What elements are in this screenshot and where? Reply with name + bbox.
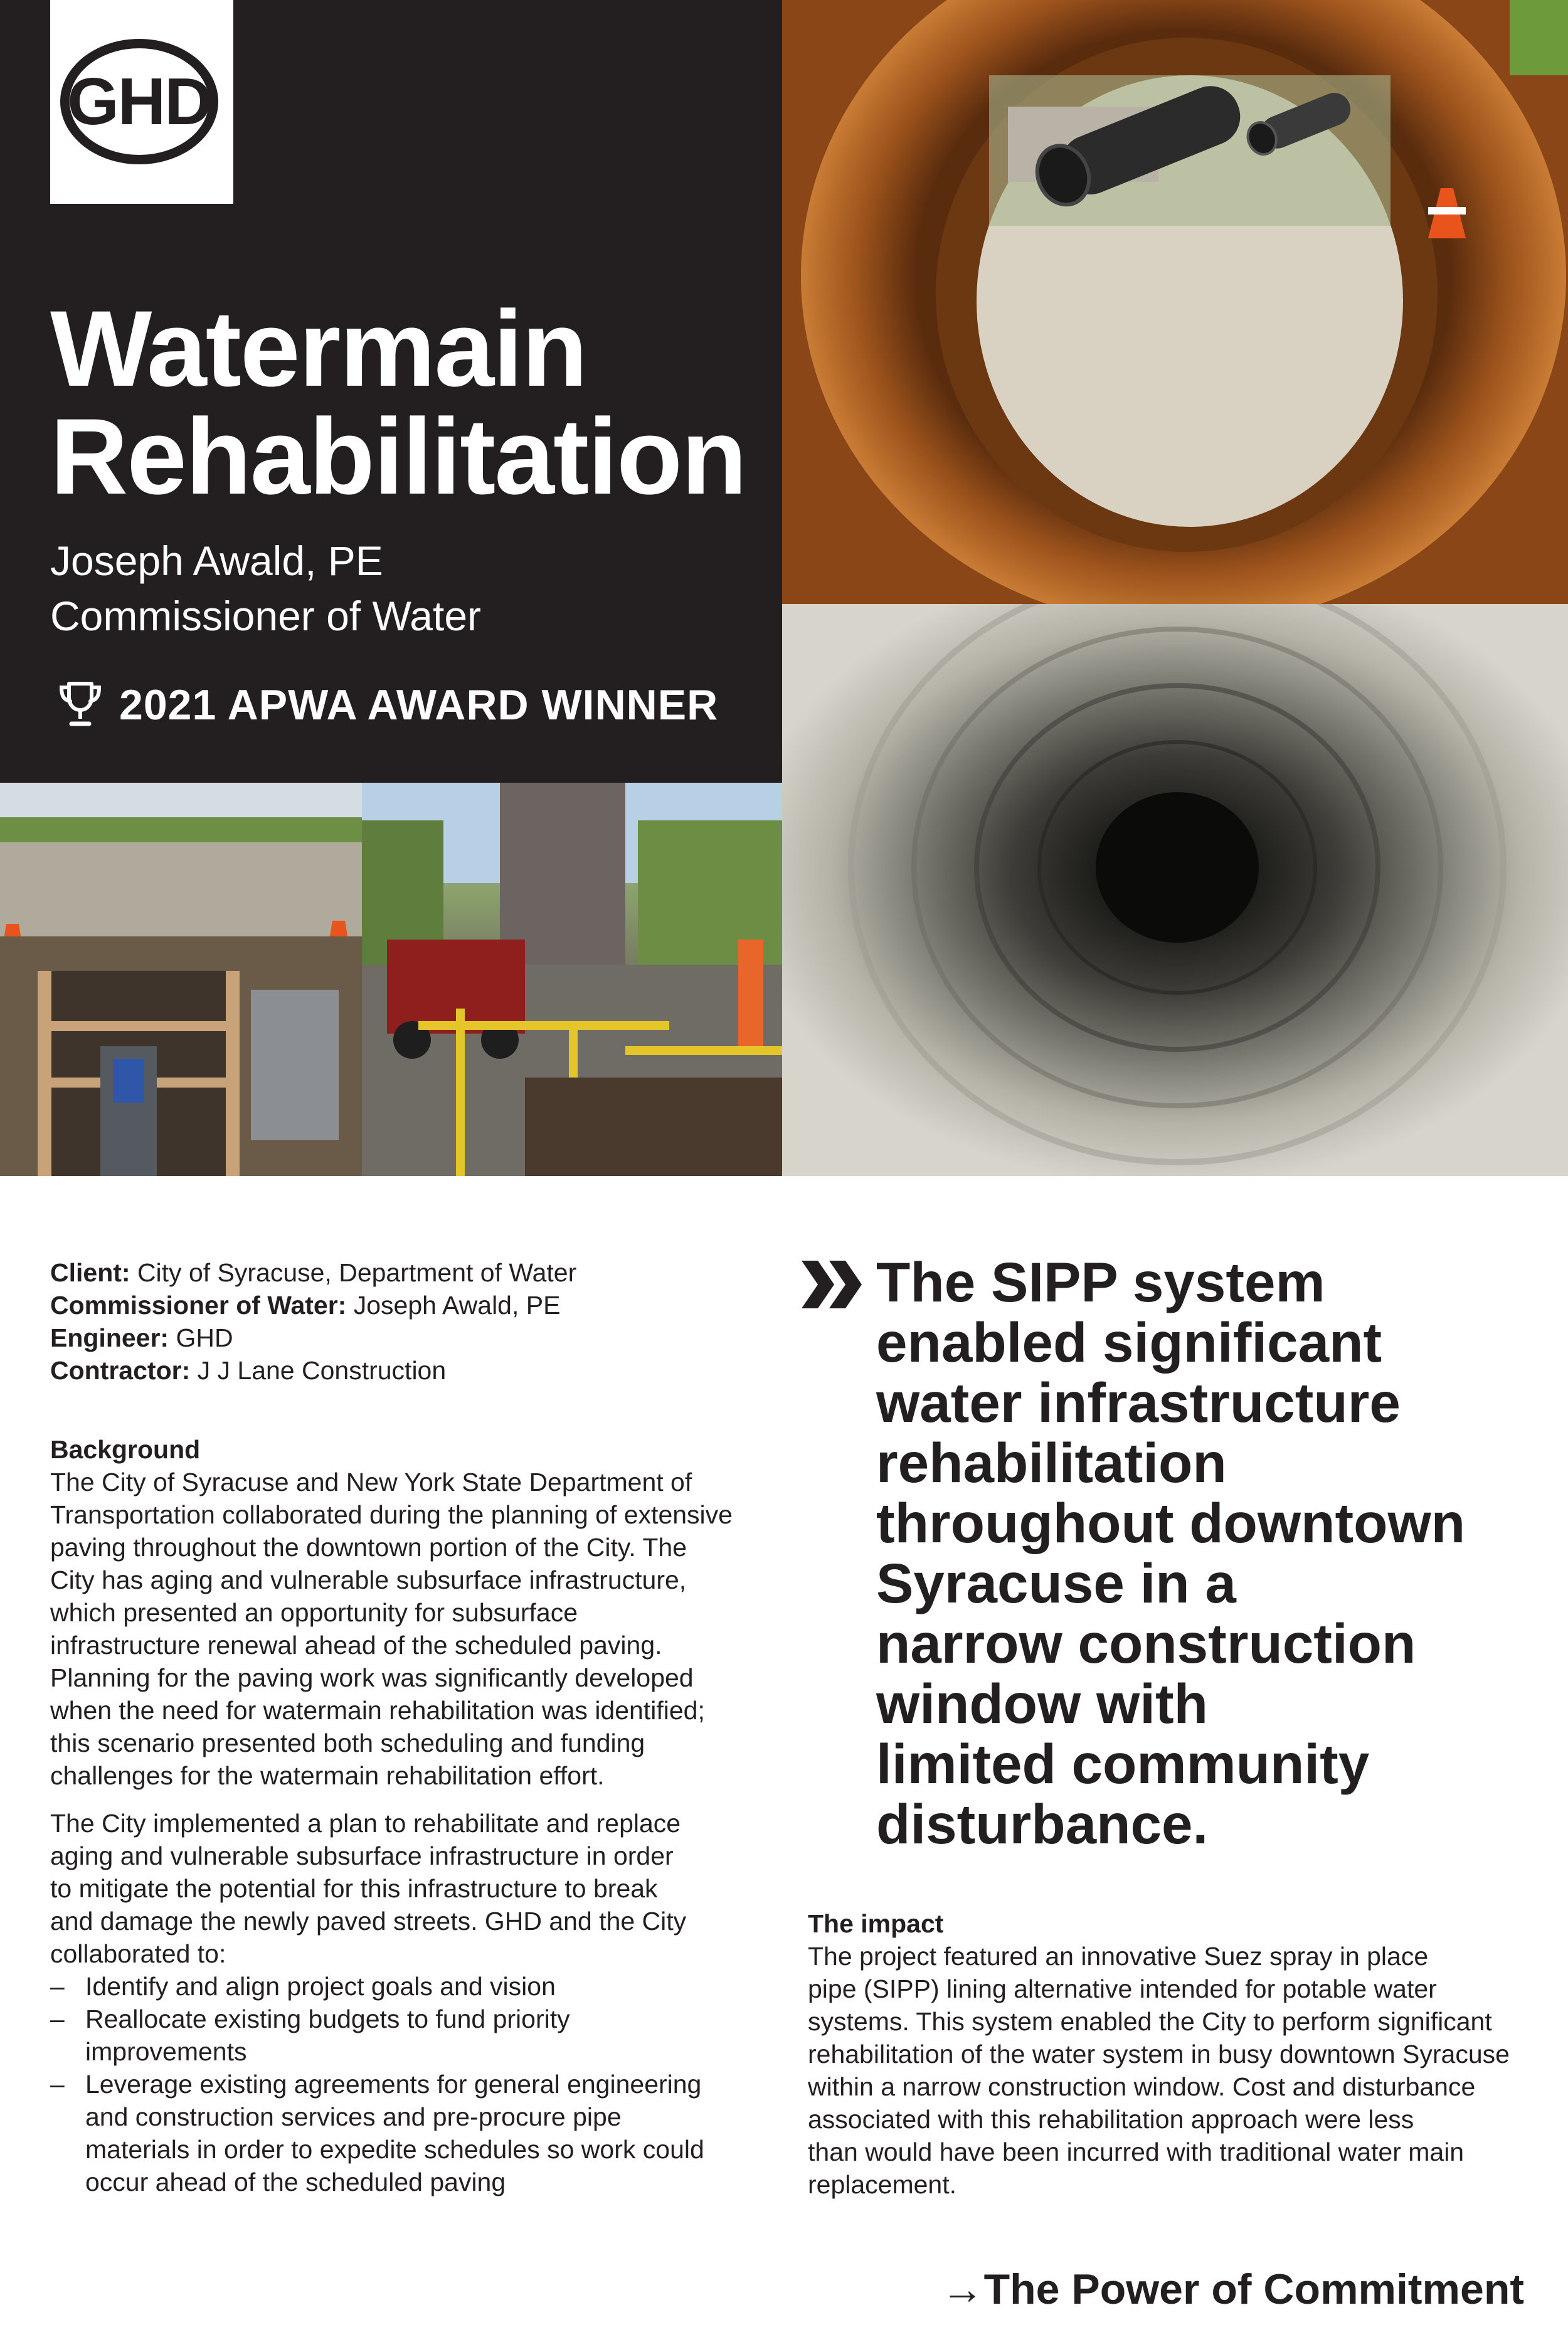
tagline-text: The Power of Commitment xyxy=(983,2265,1524,2313)
commissioner-label: Commissioner of Water: xyxy=(50,1291,347,1320)
hero-panel xyxy=(0,0,782,783)
text-line: to mitigate the potential for this infrastructure to break xyxy=(50,1874,658,1903)
page-title xyxy=(50,289,771,517)
text-line: associated with this rehabilitation approach were less xyxy=(808,2105,1414,2134)
quote-line: throughout downtown xyxy=(876,1491,1466,1554)
footer-tagline xyxy=(922,2264,1524,2314)
list-item xyxy=(50,2068,759,2198)
logo-box xyxy=(50,0,233,204)
engineer-label: Engineer: xyxy=(50,1323,169,1352)
quote-line: narrow construction xyxy=(876,1612,1416,1675)
client-label: Client: xyxy=(50,1258,130,1287)
lined-pipe-photo xyxy=(782,604,1568,1176)
impact-section xyxy=(808,1907,1542,2201)
text-line: paving throughout the downtown portion of the City. The xyxy=(50,1533,687,1562)
background-heading: Background xyxy=(50,1435,201,1464)
text-line: The project featured an innovative Suez spray in place xyxy=(808,1942,1429,1971)
quote-line: window with xyxy=(876,1672,1208,1735)
client-value: City of Syracuse, Department of Water xyxy=(130,1258,577,1287)
quote-line: water infrastructure xyxy=(876,1371,1401,1434)
text-line: pipe (SIPP) lining alternative intended for potable water xyxy=(808,1974,1437,2003)
text-line: than would have been incurred with traditional water main xyxy=(808,2137,1465,2166)
text-line: City has aging and vulnerable subsurface infrastructure, xyxy=(50,1565,687,1594)
rusty-pipe-photo xyxy=(782,0,1568,604)
engineer-line xyxy=(50,1322,740,1354)
text-line: Identify and align project goals and vision xyxy=(85,1972,556,2001)
text-line: occur ahead of the scheduled paving xyxy=(85,2168,506,2196)
text-line: replacement. xyxy=(808,2170,957,2199)
trench-photo xyxy=(0,783,362,1176)
text-line: which presented an opportunity for subsurface xyxy=(50,1598,578,1627)
trophy-icon xyxy=(54,679,107,731)
quote-line: disturbance. xyxy=(876,1793,1209,1855)
text-line: and damage the newly paved streets. GHD and the City xyxy=(50,1907,687,1936)
quote-line: limited community xyxy=(876,1732,1370,1795)
construction-crew-photo xyxy=(362,783,782,1176)
commissioner-value: Joseph Awald, PE xyxy=(346,1291,561,1320)
text-line: Transportation collaborated during the planning of extensive xyxy=(50,1500,733,1529)
client-line xyxy=(50,1256,740,1289)
text-line: aging and vulnerable subsurface infrastructure in order xyxy=(50,1841,674,1870)
background-paragraph-2 xyxy=(50,1807,759,1970)
contractor-line xyxy=(50,1354,740,1387)
list-item xyxy=(50,2003,759,2068)
text-line: challenges for the watermain rehabilitation effort. xyxy=(50,1761,605,1790)
text-line: The City implemented a plan to rehabilitate and replace xyxy=(50,1809,681,1838)
pull-quote xyxy=(876,1252,1541,1854)
impact-paragraph xyxy=(808,1940,1542,2201)
title-line-1: Watermain xyxy=(50,289,586,409)
text-line: systems. This system enabled the City to perform significant xyxy=(808,2007,1492,2036)
author-name: Joseph Awald, PE xyxy=(50,538,383,584)
text-line: materials in order to expedite schedules so work could xyxy=(85,2135,704,2164)
background-paragraph-1 xyxy=(50,1466,759,1792)
impact-heading: The impact xyxy=(808,1909,944,1938)
contractor-label: Contractor: xyxy=(50,1356,191,1385)
text-line: Leverage existing agreements for general engineering xyxy=(85,2070,702,2099)
text-line: and construction services and pre-procure pipe xyxy=(85,2102,622,2131)
ghd-logo xyxy=(60,39,218,164)
author-role: Commissioner of Water xyxy=(50,593,482,639)
commissioner-line xyxy=(50,1289,740,1322)
text-line: Planning for the paving work was significantly developed xyxy=(50,1663,694,1692)
quote-line: enabled significant xyxy=(876,1311,1382,1374)
double-chevron-icon xyxy=(802,1261,864,1308)
list-item xyxy=(50,1970,759,2003)
award-badge xyxy=(54,679,718,731)
goals-list xyxy=(50,1970,759,2198)
quote-line: rehabilitation xyxy=(876,1431,1227,1494)
text-line: this scenario presented both scheduling and funding xyxy=(50,1729,645,1757)
logo-text: GHD xyxy=(67,65,211,139)
text-line: rehabilitation of the water system in busy downtown Syracuse xyxy=(808,2040,1510,2069)
text-line: Reallocate existing budgets to fund priority xyxy=(85,2005,570,2033)
text-line: infrastructure renewal ahead of the scheduled paving. xyxy=(50,1631,662,1660)
quote-line: The SIPP system xyxy=(876,1251,1325,1313)
text-line: within a narrow construction window. Cost and disturbance xyxy=(808,2072,1476,2101)
quote-line: Syracuse in a xyxy=(876,1552,1236,1614)
text-line: improvements xyxy=(85,2037,247,2066)
text-line: The City of Syracuse and New York State Department of xyxy=(50,1468,692,1496)
background-section xyxy=(50,1433,759,2198)
text-line: collaborated to: xyxy=(50,1939,226,1968)
award-text: 2021 APWA AWARD WINNER xyxy=(119,681,719,729)
title-line-2: Rehabilitation xyxy=(50,396,746,517)
engineer-value: GHD xyxy=(169,1323,233,1352)
project-info xyxy=(50,1256,740,1387)
arrow-right-icon: → xyxy=(941,2265,984,2313)
contractor-value: J J Lane Construction xyxy=(190,1356,447,1385)
text-line: when the need for watermain rehabilitation was identified; xyxy=(50,1696,705,1725)
